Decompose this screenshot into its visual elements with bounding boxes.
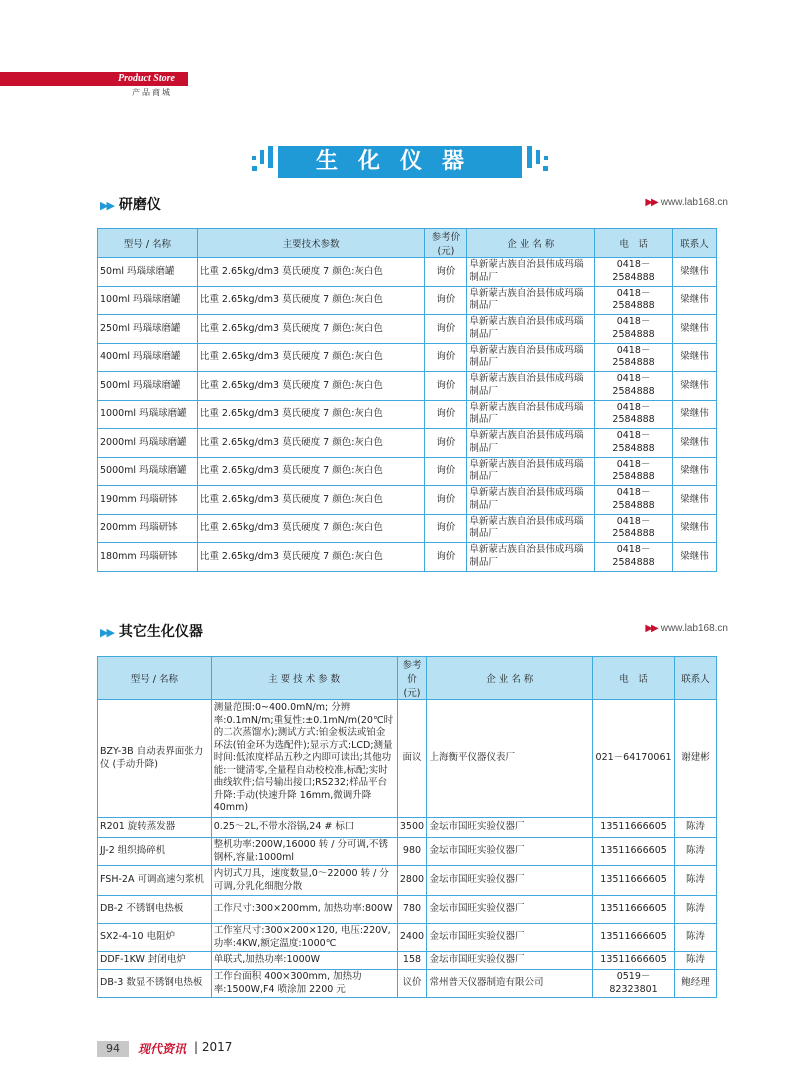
section-title: 其它生化仪器 <box>118 624 203 640</box>
table-row <box>98 866 717 896</box>
cell-params: 内切式刀具，速度数显,0～22000 转 / 分可调,分乳化细胞分散 <box>211 866 397 896</box>
cell-company: 阜新蒙古族自治县伟成玛瑙制品厂 <box>467 286 595 315</box>
cell-company: 金坛市国旺实验仪器厂 <box>427 818 593 838</box>
table-row <box>98 970 717 998</box>
page-number: 94 <box>97 1041 129 1057</box>
cell-contact: 梁继伟 <box>673 343 717 372</box>
double-arrow-icon: ▶▶ <box>645 197 657 208</box>
column-header: 型号 / 名称 <box>98 229 198 258</box>
table-header-row <box>98 229 717 258</box>
cell-params: 比重 2.65kg/dm3 莫氏硬度 7 颜色:灰白色 <box>197 400 425 429</box>
cell-params: 0.25～2L,不带水浴锅,24 # 标口 <box>211 818 397 838</box>
cell-phone: 13511666605 <box>593 924 675 952</box>
cell-params: 比重 2.65kg/dm3 莫氏硬度 7 颜色:灰白色 <box>197 258 425 287</box>
cell-price: 780 <box>397 896 427 924</box>
cell-params: 工作台面积 400×300mm, 加热功率:1500W,F4 喷涂加 2200 元 <box>211 970 397 998</box>
cell-contact: 梁继伟 <box>673 486 717 515</box>
cell-name: R201 旋转蒸发器 <box>98 818 212 838</box>
cell-price: 询价 <box>425 486 467 515</box>
cell-phone: 0418－2584888 <box>595 258 673 287</box>
table-row <box>98 818 717 838</box>
cell-phone: 0418－2584888 <box>595 429 673 458</box>
cell-phone: 021－64170061 <box>593 700 675 818</box>
cell-company: 金坛市国旺实验仪器厂 <box>427 838 593 866</box>
banner-decoration <box>543 166 548 171</box>
table-row <box>98 457 717 486</box>
table-row <box>98 258 717 287</box>
table-row <box>98 429 717 458</box>
cell-name: DDF-1KW 封闭电炉 <box>98 952 212 970</box>
cell-price: 询价 <box>425 457 467 486</box>
section-heading-grinder <box>100 194 161 214</box>
cell-phone: 13511666605 <box>593 952 675 970</box>
cell-phone: 0418－2584888 <box>595 514 673 543</box>
cell-company: 金坛市国旺实验仪器厂 <box>427 866 593 896</box>
column-header: 联系人 <box>675 657 717 700</box>
cell-price: 980 <box>397 838 427 866</box>
cell-phone: 0519－82323801 <box>593 970 675 998</box>
cell-name: 200mm 玛瑙研钵 <box>98 514 198 543</box>
table-row <box>98 924 717 952</box>
cell-contact: 梁继伟 <box>673 372 717 401</box>
cell-price: 询价 <box>425 543 467 572</box>
cell-name: 50ml 玛瑙球磨罐 <box>98 258 198 287</box>
website-text: www.lab168.cn <box>660 197 728 208</box>
website-link[interactable] <box>645 623 728 634</box>
cell-contact: 梁继伟 <box>673 400 717 429</box>
cell-price: 询价 <box>425 343 467 372</box>
cell-contact: 梁继伟 <box>673 258 717 287</box>
cell-params: 单联式,加热功率:1000W <box>211 952 397 970</box>
column-header: 电 话 <box>595 229 673 258</box>
cell-contact: 陈涛 <box>675 818 717 838</box>
table-row <box>98 372 717 401</box>
cell-price: 询价 <box>425 315 467 344</box>
cell-price: 3500 <box>397 818 427 838</box>
cell-name: 500ml 玛瑙球磨罐 <box>98 372 198 401</box>
cell-company: 金坛市国旺实验仪器厂 <box>427 952 593 970</box>
cell-contact: 梁继伟 <box>673 429 717 458</box>
table-row <box>98 514 717 543</box>
cell-price: 2800 <box>397 866 427 896</box>
table-row <box>98 543 717 572</box>
column-header: 电 话 <box>593 657 675 700</box>
cell-contact: 梁继伟 <box>673 543 717 572</box>
cell-contact: 陈涛 <box>675 896 717 924</box>
cell-company: 常州普天仪器制造有限公司 <box>427 970 593 998</box>
table-row <box>98 400 717 429</box>
double-arrow-icon: ▶▶ <box>645 623 657 634</box>
magazine-name: 现代资讯 <box>138 1042 187 1056</box>
table-row <box>98 315 717 344</box>
cell-name: JJ-2 组织捣碎机 <box>98 838 212 866</box>
cell-phone: 13511666605 <box>593 866 675 896</box>
double-arrow-icon: ▶▶ <box>100 199 113 212</box>
table-row <box>98 952 717 970</box>
cell-company: 阜新蒙古族自治县伟成玛瑙制品厂 <box>467 400 595 429</box>
page-title: 生化仪器 <box>278 146 522 178</box>
cell-name: 180mm 玛瑙研钵 <box>98 543 198 572</box>
cell-name: FSH-2A 可调高速匀浆机 <box>98 866 212 896</box>
cell-params: 工作室尺寸:300×200×120, 电压:220V,功率:4KW,额定温度:1000℃ <box>211 924 397 952</box>
cell-params: 工作尺寸:300×200mm, 加热功率:800W <box>211 896 397 924</box>
cell-params: 比重 2.65kg/dm3 莫氏硬度 7 颜色:灰白色 <box>197 315 425 344</box>
cell-name: SX2-4-10 电阻炉 <box>98 924 212 952</box>
cell-company: 阜新蒙古族自治县伟成玛瑙制品厂 <box>467 457 595 486</box>
cell-name: 5000ml 玛瑙球磨罐 <box>98 457 198 486</box>
cell-name: 2000ml 玛瑙球磨罐 <box>98 429 198 458</box>
cell-contact: 梁继伟 <box>673 315 717 344</box>
cell-name: 190mm 玛瑙研钵 <box>98 486 198 515</box>
banner-decoration <box>527 146 532 168</box>
cell-name: 100ml 玛瑙球磨罐 <box>98 286 198 315</box>
cell-phone: 13511666605 <box>593 896 675 924</box>
cell-name: DB-2 不锈钢电热板 <box>98 896 212 924</box>
cell-company: 金坛市国旺实验仪器厂 <box>427 924 593 952</box>
cell-phone: 0418－2584888 <box>595 343 673 372</box>
cell-price: 询价 <box>425 429 467 458</box>
table-row <box>98 486 717 515</box>
cell-company: 阜新蒙古族自治县伟成玛瑙制品厂 <box>467 514 595 543</box>
cell-company: 金坛市国旺实验仪器厂 <box>427 896 593 924</box>
column-header: 参考价 (元) <box>397 657 427 700</box>
cell-phone: 0418－2584888 <box>595 400 673 429</box>
cell-company: 阜新蒙古族自治县伟成玛瑙制品厂 <box>467 543 595 572</box>
product-store-cn-label: 产品商城 <box>132 88 172 97</box>
cell-name: 1000ml 玛瑙球磨罐 <box>98 400 198 429</box>
cell-price: 议价 <box>397 970 427 998</box>
website-text: www.lab168.cn <box>660 623 728 634</box>
table-row <box>98 896 717 924</box>
section-heading-other <box>100 621 203 641</box>
cell-params: 比重 2.65kg/dm3 莫氏硬度 7 颜色:灰白色 <box>197 514 425 543</box>
cell-price: 询价 <box>425 258 467 287</box>
column-header: 主 要 技 术 参 数 <box>211 657 397 700</box>
cell-phone: 0418－2584888 <box>595 543 673 572</box>
cell-price: 询价 <box>425 400 467 429</box>
cell-phone: 0418－2584888 <box>595 457 673 486</box>
cell-name: 400ml 玛瑙球磨罐 <box>98 343 198 372</box>
banner-decoration <box>252 166 257 171</box>
table-row <box>98 700 717 818</box>
cell-phone: 13511666605 <box>593 818 675 838</box>
cell-company: 阜新蒙古族自治县伟成玛瑙制品厂 <box>467 429 595 458</box>
cell-price: 158 <box>397 952 427 970</box>
cell-params: 比重 2.65kg/dm3 莫氏硬度 7 颜色:灰白色 <box>197 429 425 458</box>
cell-contact: 谢建彬 <box>675 700 717 818</box>
cell-params: 比重 2.65kg/dm3 莫氏硬度 7 颜色:灰白色 <box>197 486 425 515</box>
cell-phone: 0418－2584888 <box>595 315 673 344</box>
cell-company: 阜新蒙古族自治县伟成玛瑙制品厂 <box>467 315 595 344</box>
cell-company: 阜新蒙古族自治县伟成玛瑙制品厂 <box>467 372 595 401</box>
cell-contact: 梁继伟 <box>673 286 717 315</box>
cell-params: 比重 2.65kg/dm3 莫氏硬度 7 颜色:灰白色 <box>197 343 425 372</box>
cell-contact: 陈涛 <box>675 838 717 866</box>
column-header: 企 业 名 称 <box>427 657 593 700</box>
cell-contact: 陈涛 <box>675 866 717 896</box>
cell-name: DB-3 数显不锈钢电热板 <box>98 970 212 998</box>
cell-contact: 鲍经理 <box>675 970 717 998</box>
cell-company: 阜新蒙古族自治县伟成玛瑙制品厂 <box>467 258 595 287</box>
cell-name: 250ml 玛瑙球磨罐 <box>98 315 198 344</box>
cell-params: 比重 2.65kg/dm3 莫氏硬度 7 颜色:灰白色 <box>197 372 425 401</box>
table-row <box>98 286 717 315</box>
cell-params: 比重 2.65kg/dm3 莫氏硬度 7 颜色:灰白色 <box>197 543 425 572</box>
grinder-table <box>97 228 717 572</box>
cell-price: 2400 <box>397 924 427 952</box>
cell-company: 阜新蒙古族自治县伟成玛瑙制品厂 <box>467 343 595 372</box>
cell-contact: 梁继伟 <box>673 514 717 543</box>
cell-company: 阜新蒙古族自治县伟成玛瑙制品厂 <box>467 486 595 515</box>
cell-contact: 陈涛 <box>675 952 717 970</box>
cell-params: 比重 2.65kg/dm3 莫氏硬度 7 颜色:灰白色 <box>197 286 425 315</box>
cell-params: 整机功率:200W,16000 转 / 分可调,不锈钢杯,容量:1000ml <box>211 838 397 866</box>
cell-company: 上海衡平仪器仪表厂 <box>427 700 593 818</box>
cell-phone: 0418－2584888 <box>595 372 673 401</box>
cell-price: 面议 <box>397 700 427 818</box>
cell-params: 测量范围:0~400.0mN/m; 分辨率:0.1mN/m;重复性:±0.1mN/m(20℃时的二次蒸馏水);测试方式:铂金板法或铂金环法(铂金环为选配件);显示方式:LCD;测量时间:低浓度样品五秒之内即可读出;其他功能:一键清零,全量程自动校校准,标配;实时曲线软件;信号输出接口;RS232;样品平台升降:手动(快速升降 16mm,微调升降 40mm) <box>211 700 397 818</box>
issue-year: | 2017 <box>194 1040 233 1054</box>
table-row <box>98 343 717 372</box>
cell-phone: 0418－2584888 <box>595 486 673 515</box>
cell-price: 询价 <box>425 372 467 401</box>
cell-phone: 13511666605 <box>593 838 675 866</box>
cell-params: 比重 2.65kg/dm3 莫氏硬度 7 颜色:灰白色 <box>197 457 425 486</box>
banner-decoration <box>252 156 256 160</box>
column-header: 联系人 <box>673 229 717 258</box>
table-header-row <box>98 657 717 700</box>
column-header: 企 业 名 称 <box>467 229 595 258</box>
cell-contact: 陈涛 <box>675 924 717 952</box>
column-header: 参考价 (元) <box>425 229 467 258</box>
cell-phone: 0418－2584888 <box>595 286 673 315</box>
other-instruments-table <box>97 656 717 998</box>
table-row <box>98 838 717 866</box>
banner-decoration <box>268 146 273 168</box>
column-header: 主要技术参数 <box>197 229 425 258</box>
double-arrow-icon: ▶▶ <box>100 626 113 639</box>
product-store-label: Product Store <box>118 73 175 84</box>
banner-decoration <box>260 150 264 164</box>
cell-contact: 梁继伟 <box>673 457 717 486</box>
website-link[interactable] <box>645 197 728 208</box>
banner-decoration <box>544 156 548 160</box>
section-title: 研磨仪 <box>118 197 161 213</box>
column-header: 型号 / 名称 <box>98 657 212 700</box>
cell-price: 询价 <box>425 286 467 315</box>
banner-decoration <box>536 150 540 164</box>
cell-price: 询价 <box>425 514 467 543</box>
year-text: 2017 <box>201 1040 233 1054</box>
cell-name: BZY-3B 自动表界面张力仪 (手动升降) <box>98 700 212 818</box>
